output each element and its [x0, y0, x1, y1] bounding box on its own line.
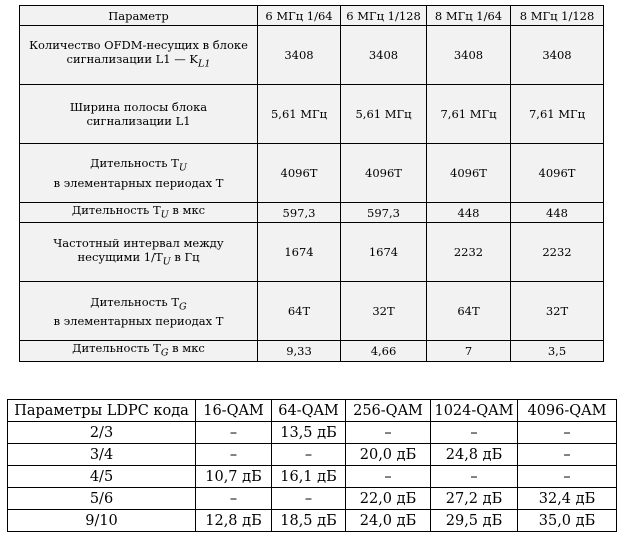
- value-cell: 3408: [258, 26, 341, 85]
- value-cell: 597,3: [341, 203, 427, 223]
- param-text: Дительность T: [90, 294, 180, 309]
- param-tail: в мкс: [168, 203, 206, 217]
- value-cell: 18,5 дБ: [272, 510, 346, 532]
- value-cell: 29,5 дБ: [431, 510, 518, 532]
- param-text: Количество OFDM-несущих в блоке сигнализации L1 — K: [29, 38, 248, 67]
- code-rate-cell: 3/4: [8, 444, 196, 466]
- value-cell: 12,8 дБ: [196, 510, 272, 532]
- param-tail: в элементарных периодах T: [53, 175, 224, 190]
- value-cell: 4096T: [258, 144, 341, 203]
- value-cell: 13,5 дБ: [272, 422, 346, 444]
- value-cell: –: [431, 466, 518, 488]
- param-text: Частотный интервал между несущими 1/T: [53, 235, 224, 264]
- value-cell: 3408: [511, 26, 604, 85]
- value-cell: 9,33: [258, 341, 341, 361]
- table2-header-cell: Параметры LDPC кода: [8, 400, 196, 422]
- value-cell: 3408: [427, 26, 511, 85]
- value-cell: –: [272, 488, 346, 510]
- value-cell: 4096T: [427, 144, 511, 203]
- table1-header-row: [20, 6, 604, 26]
- table-row: [20, 282, 604, 341]
- value-cell: 27,2 дБ: [431, 488, 518, 510]
- value-cell: 1674: [258, 223, 341, 282]
- param-subscript: G: [160, 347, 169, 359]
- value-cell: 448: [511, 203, 604, 223]
- value-cell: –: [272, 444, 346, 466]
- param-tail: в Гц: [170, 249, 200, 264]
- param-subscript: U: [178, 162, 187, 174]
- value-cell: 7,61 МГц: [511, 85, 604, 144]
- value-cell: –: [518, 444, 617, 466]
- value-cell: 10,7 дБ: [196, 466, 272, 488]
- table-row: [20, 341, 604, 361]
- param-cell: [20, 223, 258, 282]
- table-row: [8, 488, 617, 510]
- value-cell: 7,61 МГц: [427, 85, 511, 144]
- param-cell: [20, 144, 258, 203]
- value-cell: 448: [427, 203, 511, 223]
- value-cell: 64T: [258, 282, 341, 341]
- value-cell: –: [518, 466, 617, 488]
- value-cell: 22,0 дБ: [346, 488, 431, 510]
- table-row: [8, 510, 617, 532]
- table2-header-cell: 1024-QAM: [431, 400, 518, 422]
- value-cell: 2232: [427, 223, 511, 282]
- value-cell: 4096T: [341, 144, 427, 203]
- value-cell: 32,4 дБ: [518, 488, 617, 510]
- value-cell: 20,0 дБ: [346, 444, 431, 466]
- param-subscript: L1: [198, 58, 211, 70]
- param-subscript: G: [179, 300, 187, 312]
- value-cell: 2232: [511, 223, 604, 282]
- param-tail: в элементарных периодах T: [53, 313, 224, 328]
- value-cell: –: [196, 444, 272, 466]
- table1-header-cell: 6 МГц 1/64: [258, 6, 341, 26]
- value-cell: 64T: [427, 282, 511, 341]
- ldpc-snr-table: [7, 399, 617, 532]
- ofdm-parameters-table: [19, 5, 604, 362]
- value-cell: –: [196, 488, 272, 510]
- table-row: [20, 144, 604, 203]
- param-text: Дительность T: [71, 203, 161, 217]
- table-row: [20, 26, 604, 85]
- param-cell: [20, 282, 258, 341]
- param-text: Дительность T: [90, 156, 179, 171]
- code-rate-cell: 2/3: [8, 422, 196, 444]
- value-cell: –: [196, 422, 272, 444]
- table-row: [20, 85, 604, 144]
- table-row: [8, 466, 617, 488]
- code-rate-cell: 9/10: [8, 510, 196, 532]
- table2-header-row: [8, 400, 617, 422]
- table1-header-cell: Параметр: [20, 6, 258, 26]
- param-subscript: U: [160, 209, 169, 221]
- code-rate-cell: 4/5: [8, 466, 196, 488]
- table1-header-cell: 8 МГц 1/128: [511, 6, 604, 26]
- value-cell: 16,1 дБ: [272, 466, 346, 488]
- table-row: [20, 203, 604, 223]
- value-cell: 4,66: [341, 341, 427, 361]
- param-tail: в мкс: [168, 341, 205, 356]
- value-cell: 5,61 МГц: [258, 85, 341, 144]
- table2-header-cell: 256-QAM: [346, 400, 431, 422]
- table1-header-cell: 6 МГц 1/128: [341, 6, 427, 26]
- value-cell: 7: [427, 341, 511, 361]
- param-text: Дительность T: [72, 341, 161, 356]
- value-cell: 24,8 дБ: [431, 444, 518, 466]
- value-cell: 4096T: [511, 144, 604, 203]
- value-cell: –: [346, 466, 431, 488]
- param-cell: [20, 26, 258, 85]
- value-cell: 32T: [341, 282, 427, 341]
- code-rate-cell: 5/6: [8, 488, 196, 510]
- value-cell: 5,61 МГц: [341, 85, 427, 144]
- value-cell: 32T: [511, 282, 604, 341]
- table-row: [8, 422, 617, 444]
- value-cell: –: [431, 422, 518, 444]
- value-cell: 597,3: [258, 203, 341, 223]
- param-cell: [20, 341, 258, 361]
- table-row: [20, 223, 604, 282]
- table1-header-cell: 8 МГц 1/64: [427, 6, 511, 26]
- param-cell: [20, 203, 258, 223]
- param-cell: Ширина полосы блока сигнализации L1: [20, 85, 258, 144]
- value-cell: 3408: [341, 26, 427, 85]
- table2-header-cell: 64-QAM: [272, 400, 346, 422]
- value-cell: 1674: [341, 223, 427, 282]
- value-cell: 3,5: [511, 341, 604, 361]
- param-subscript: U: [162, 255, 171, 267]
- table2-header-cell: 4096-QAM: [518, 400, 617, 422]
- value-cell: –: [346, 422, 431, 444]
- table-row: [8, 444, 617, 466]
- value-cell: –: [518, 422, 617, 444]
- value-cell: 35,0 дБ: [518, 510, 617, 532]
- value-cell: 24,0 дБ: [346, 510, 431, 532]
- table2-header-cell: 16-QAM: [196, 400, 272, 422]
